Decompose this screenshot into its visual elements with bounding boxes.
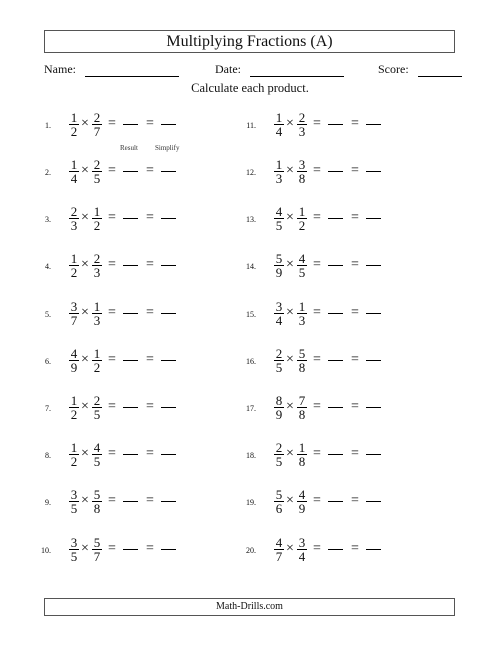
problem-number: 14. <box>246 262 256 271</box>
fraction-b <box>297 441 307 469</box>
numerator: 5 <box>93 535 101 550</box>
fraction-b <box>297 252 307 280</box>
problem-16 <box>238 347 408 377</box>
problem-number: 19. <box>246 498 256 507</box>
fraction-a <box>274 347 284 375</box>
result-blank[interactable] <box>123 454 138 455</box>
footer: Math-Drills.com <box>44 598 455 616</box>
fraction-a <box>274 111 284 139</box>
numerator: 1 <box>70 440 78 455</box>
equals-sign: = <box>351 116 359 131</box>
numerator: 4 <box>93 440 101 455</box>
denominator: 5 <box>275 454 283 469</box>
equals-sign: = <box>108 399 116 414</box>
numerator: 4 <box>70 346 78 361</box>
times-sign: × <box>286 163 294 178</box>
result-blank[interactable] <box>123 265 138 266</box>
fraction-a <box>69 300 79 328</box>
denominator: 4 <box>275 124 283 139</box>
times-sign: × <box>81 352 89 367</box>
problem-number: 15. <box>246 310 256 319</box>
denominator: 2 <box>70 265 78 280</box>
result-blank[interactable] <box>328 313 343 314</box>
problem-10 <box>33 536 203 566</box>
fraction-b <box>92 394 102 422</box>
numerator: 1 <box>70 393 78 408</box>
denominator: 4 <box>275 313 283 328</box>
problem-number: 16. <box>246 357 256 366</box>
numerator: 1 <box>93 299 101 314</box>
result-blank[interactable] <box>123 218 138 219</box>
times-sign: × <box>286 493 294 508</box>
times-sign: × <box>286 352 294 367</box>
equals-sign: = <box>313 352 321 367</box>
problem-13 <box>238 205 408 235</box>
problem-8 <box>33 441 203 471</box>
denominator: 8 <box>298 407 306 422</box>
score-field[interactable] <box>378 62 462 77</box>
problem-9 <box>33 488 203 518</box>
equals-sign: = <box>146 210 154 225</box>
denominator: 7 <box>275 549 283 564</box>
numerator: 3 <box>298 535 306 550</box>
problem-11 <box>238 111 408 141</box>
date-label: Date: <box>215 62 241 76</box>
simplify-blank[interactable] <box>161 360 176 361</box>
result-blank[interactable] <box>328 360 343 361</box>
numerator: 4 <box>275 204 283 219</box>
denominator: 2 <box>70 124 78 139</box>
name-line <box>85 64 179 77</box>
equals-sign: = <box>146 541 154 556</box>
simplify-blank[interactable] <box>366 501 381 502</box>
problem-number: 3. <box>45 215 51 224</box>
fraction-b <box>92 158 102 186</box>
simplify-blank[interactable] <box>161 454 176 455</box>
equals-sign: = <box>313 446 321 461</box>
numerator: 3 <box>70 535 78 550</box>
times-sign: × <box>81 446 89 461</box>
date-line <box>250 64 344 77</box>
fraction-a <box>69 205 79 233</box>
equals-sign: = <box>146 257 154 272</box>
simplify-blank[interactable] <box>366 549 381 550</box>
times-sign: × <box>286 541 294 556</box>
numerator: 1 <box>298 204 306 219</box>
denominator: 3 <box>298 124 306 139</box>
numerator: 2 <box>275 346 283 361</box>
fraction-a <box>69 252 79 280</box>
problem-17 <box>238 394 408 424</box>
equals-sign: = <box>313 163 321 178</box>
denominator: 5 <box>298 265 306 280</box>
name-field[interactable] <box>44 62 179 77</box>
numerator: 1 <box>70 110 78 125</box>
problem-6 <box>33 347 203 377</box>
fraction-a <box>69 158 79 186</box>
problem-number: 5. <box>45 310 51 319</box>
fraction-b <box>92 347 102 375</box>
denominator: 9 <box>70 360 78 375</box>
fraction-a <box>69 111 79 139</box>
result-blank[interactable] <box>328 549 343 550</box>
numerator: 5 <box>275 487 283 502</box>
numerator: 2 <box>93 157 101 172</box>
result-hint: Result <box>120 144 138 152</box>
problem-number: 6. <box>45 357 51 366</box>
result-blank[interactable] <box>123 407 138 408</box>
numerator: 1 <box>275 157 283 172</box>
fraction-b <box>297 536 307 564</box>
equals-sign: = <box>108 493 116 508</box>
denominator: 7 <box>70 313 78 328</box>
denominator: 8 <box>298 360 306 375</box>
equals-sign: = <box>108 352 116 367</box>
problem-number: 10. <box>41 546 51 555</box>
equals-sign: = <box>313 493 321 508</box>
numerator: 1 <box>70 157 78 172</box>
numerator: 1 <box>275 110 283 125</box>
problem-5 <box>33 300 203 330</box>
fraction-a <box>274 441 284 469</box>
denominator: 9 <box>275 265 283 280</box>
problem-number: 1. <box>45 121 51 130</box>
equals-sign: = <box>351 399 359 414</box>
problem-2 <box>33 158 203 188</box>
numerator: 5 <box>298 346 306 361</box>
problem-number: 2. <box>45 168 51 177</box>
fraction-b <box>297 300 307 328</box>
numerator: 2 <box>93 251 101 266</box>
fraction-a <box>274 158 284 186</box>
numerator: 2 <box>70 204 78 219</box>
times-sign: × <box>81 399 89 414</box>
equals-sign: = <box>108 446 116 461</box>
equals-sign: = <box>313 210 321 225</box>
result-blank[interactable] <box>328 218 343 219</box>
fraction-b <box>92 441 102 469</box>
problem-number: 12. <box>246 168 256 177</box>
denominator: 8 <box>298 171 306 186</box>
problem-15 <box>238 300 408 330</box>
score-label: Score: <box>378 62 409 76</box>
times-sign: × <box>286 257 294 272</box>
result-blank[interactable] <box>328 265 343 266</box>
fraction-a <box>69 441 79 469</box>
equals-sign: = <box>313 399 321 414</box>
numerator: 3 <box>70 299 78 314</box>
equals-sign: = <box>108 257 116 272</box>
denominator: 5 <box>93 454 101 469</box>
fraction-b <box>297 347 307 375</box>
denominator: 3 <box>93 313 101 328</box>
fraction-a <box>69 347 79 375</box>
fraction-b <box>92 488 102 516</box>
simplify-blank[interactable] <box>161 124 176 125</box>
simplify-blank[interactable] <box>366 171 381 172</box>
denominator: 5 <box>275 360 283 375</box>
denominator: 5 <box>275 218 283 233</box>
simplify-blank[interactable] <box>161 218 176 219</box>
denominator: 6 <box>275 501 283 516</box>
equals-sign: = <box>146 163 154 178</box>
name-label: Name: <box>44 62 76 76</box>
denominator: 5 <box>70 501 78 516</box>
simplify-blank[interactable] <box>161 171 176 172</box>
numerator: 1 <box>93 346 101 361</box>
numerator: 2 <box>93 393 101 408</box>
numerator: 2 <box>93 110 101 125</box>
equals-sign: = <box>351 352 359 367</box>
equals-sign: = <box>351 305 359 320</box>
fraction-a <box>274 488 284 516</box>
simplify-blank[interactable] <box>366 454 381 455</box>
fraction-b <box>92 205 102 233</box>
numerator: 1 <box>70 251 78 266</box>
fraction-a <box>69 536 79 564</box>
equals-sign: = <box>313 305 321 320</box>
simplify-blank[interactable] <box>366 218 381 219</box>
numerator: 4 <box>298 487 306 502</box>
problem-18 <box>238 441 408 471</box>
simplify-blank[interactable] <box>366 360 381 361</box>
instructions: Calculate each product. <box>191 81 309 95</box>
simplify-blank[interactable] <box>161 313 176 314</box>
times-sign: × <box>81 163 89 178</box>
times-sign: × <box>286 305 294 320</box>
denominator: 4 <box>298 549 306 564</box>
denominator: 4 <box>70 171 78 186</box>
fraction-a <box>274 300 284 328</box>
numerator: 8 <box>275 393 283 408</box>
equals-sign: = <box>146 493 154 508</box>
simplify-blank[interactable] <box>366 124 381 125</box>
problem-4 <box>33 252 203 282</box>
equals-sign: = <box>351 446 359 461</box>
equals-sign: = <box>351 541 359 556</box>
equals-sign: = <box>146 446 154 461</box>
numerator: 3 <box>298 157 306 172</box>
simplify-blank[interactable] <box>366 407 381 408</box>
result-blank[interactable] <box>123 313 138 314</box>
fraction-b <box>297 111 307 139</box>
times-sign: × <box>286 210 294 225</box>
problem-19 <box>238 488 408 518</box>
result-blank[interactable] <box>123 549 138 550</box>
simplify-blank[interactable] <box>161 501 176 502</box>
denominator: 8 <box>298 454 306 469</box>
worksheet-title: Multiplying Fractions (A) <box>44 30 455 53</box>
numerator: 7 <box>298 393 306 408</box>
fraction-b <box>297 488 307 516</box>
denominator: 9 <box>275 407 283 422</box>
date-field[interactable] <box>215 62 344 77</box>
equals-sign: = <box>146 352 154 367</box>
denominator: 2 <box>70 407 78 422</box>
fraction-b <box>297 158 307 186</box>
denominator: 7 <box>93 549 101 564</box>
equals-sign: = <box>108 163 116 178</box>
times-sign: × <box>81 116 89 131</box>
fraction-a <box>274 205 284 233</box>
equals-sign: = <box>313 257 321 272</box>
simplify-blank[interactable] <box>366 313 381 314</box>
numerator: 1 <box>298 299 306 314</box>
problem-number: 11. <box>246 121 256 130</box>
denominator: 2 <box>298 218 306 233</box>
denominator: 3 <box>275 171 283 186</box>
problem-number: 7. <box>45 404 51 413</box>
simplify-hint: Simplify <box>155 144 180 152</box>
equals-sign: = <box>146 399 154 414</box>
denominator: 7 <box>93 124 101 139</box>
problem-number: 13. <box>246 215 256 224</box>
result-blank[interactable] <box>123 171 138 172</box>
denominator: 3 <box>93 265 101 280</box>
times-sign: × <box>286 399 294 414</box>
times-sign: × <box>81 257 89 272</box>
numerator: 4 <box>275 535 283 550</box>
denominator: 2 <box>70 454 78 469</box>
equals-sign: = <box>351 493 359 508</box>
fraction-a <box>274 394 284 422</box>
denominator: 5 <box>70 549 78 564</box>
result-blank[interactable] <box>123 360 138 361</box>
simplify-blank[interactable] <box>161 407 176 408</box>
numerator: 3 <box>275 299 283 314</box>
numerator: 1 <box>298 440 306 455</box>
simplify-blank[interactable] <box>366 265 381 266</box>
fraction-b <box>92 536 102 564</box>
simplify-blank[interactable] <box>161 549 176 550</box>
problem-number: 20. <box>246 546 256 555</box>
numerator: 5 <box>275 251 283 266</box>
fraction-a <box>274 252 284 280</box>
equals-sign: = <box>313 116 321 131</box>
equals-sign: = <box>108 541 116 556</box>
equals-sign: = <box>351 257 359 272</box>
problem-20 <box>238 536 408 566</box>
equals-sign: = <box>313 541 321 556</box>
times-sign: × <box>286 446 294 461</box>
numerator: 5 <box>93 487 101 502</box>
times-sign: × <box>81 541 89 556</box>
numerator: 1 <box>93 204 101 219</box>
denominator: 3 <box>70 218 78 233</box>
fraction-b <box>297 394 307 422</box>
problem-7 <box>33 394 203 424</box>
equals-sign: = <box>108 116 116 131</box>
times-sign: × <box>81 210 89 225</box>
result-blank[interactable] <box>123 501 138 502</box>
fraction-a <box>274 536 284 564</box>
equals-sign: = <box>351 163 359 178</box>
equals-sign: = <box>108 305 116 320</box>
denominator: 2 <box>93 360 101 375</box>
equals-sign: = <box>146 116 154 131</box>
equals-sign: = <box>351 210 359 225</box>
denominator: 8 <box>93 501 101 516</box>
denominator: 9 <box>298 501 306 516</box>
result-blank[interactable] <box>328 124 343 125</box>
result-blank[interactable] <box>328 407 343 408</box>
fraction-b <box>92 252 102 280</box>
result-blank[interactable] <box>123 124 138 125</box>
simplify-blank[interactable] <box>161 265 176 266</box>
numerator: 3 <box>70 487 78 502</box>
denominator: 5 <box>93 171 101 186</box>
result-blank[interactable] <box>328 454 343 455</box>
numerator: 2 <box>298 110 306 125</box>
problem-number: 18. <box>246 451 256 460</box>
fraction-a <box>69 394 79 422</box>
fraction-b <box>297 205 307 233</box>
times-sign: × <box>81 493 89 508</box>
denominator: 5 <box>93 407 101 422</box>
denominator: 3 <box>298 313 306 328</box>
problem-number: 4. <box>45 262 51 271</box>
problem-12 <box>238 158 408 188</box>
problem-3 <box>33 205 203 235</box>
fraction-b <box>92 111 102 139</box>
fraction-a <box>69 488 79 516</box>
problem-number: 8. <box>45 451 51 460</box>
problem-number: 9. <box>45 498 51 507</box>
numerator: 2 <box>275 440 283 455</box>
fraction-b <box>92 300 102 328</box>
result-blank[interactable] <box>328 501 343 502</box>
problem-14 <box>238 252 408 282</box>
denominator: 2 <box>93 218 101 233</box>
times-sign: × <box>286 116 294 131</box>
numerator: 4 <box>298 251 306 266</box>
problem-1 <box>33 111 203 141</box>
score-line <box>418 64 462 77</box>
result-blank[interactable] <box>328 171 343 172</box>
equals-sign: = <box>108 210 116 225</box>
equals-sign: = <box>146 305 154 320</box>
times-sign: × <box>81 305 89 320</box>
problem-number: 17. <box>246 404 256 413</box>
